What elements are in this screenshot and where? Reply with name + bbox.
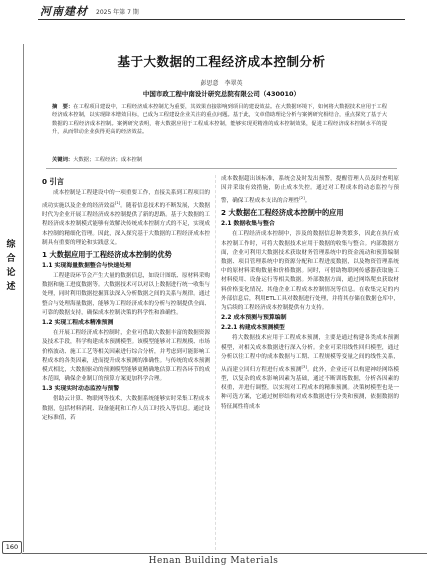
section-heading: 0 引言 bbox=[42, 177, 64, 186]
abstract-label: 摘 要： bbox=[52, 104, 74, 110]
side-char: 综 bbox=[6, 240, 16, 250]
paragraph: 在工程经济成本控制中，涉及的数据信息种类繁多，因此在执行成本控制工作时，可将大数据技术应用于数据的收集与整合。内部数据方面，企业可利用大数据技术获取财务管理系统中的资金流动和预算编制数据、项目管理系统中的资源分配和工程进度数据，以及物资管理系统中的原材料采购数量和价格数据。同时，可借助物联网传感器获取施工材料使用、设备运行等相关数据。外部数据方面，通过网络爬虫获取材料价格变化情况、其他企业工程成本控制情况等信息。在收集完足的内外部信息后，利用ETL工具对数据进行处理，并将其存储在数据仓库中，为后续的工程经济成本控制提供有力支持。 bbox=[221, 231, 399, 312]
side-char: 述 bbox=[6, 282, 16, 292]
keywords-label: 关键词： bbox=[52, 157, 74, 163]
article-title: 基于大数据的工程经济成本控制分析 bbox=[117, 54, 326, 69]
side-rule bbox=[23, 44, 24, 552]
subsubsection-heading: 2.2.1 构建成本预测模型 bbox=[221, 325, 285, 332]
paragraph: 在开展工程经济成本控制时，企业可借助大数据丰富的数据资源及技术手段，科学构建成本预测模型。该模型能够对工程规模、市场价格波动、施工工艺等相关因素进行综合分析，并考虑到可能影响工程成本的各类因素，进而提升成本预测的准确性。与传统的成本预测模式相比，大数据驱动的预测模型能够更精确地估算工程各环节的成本范围，确保企业制订的预算方案更加科学合理。 bbox=[42, 330, 210, 383]
section-heading: 1 大数据应用于工程经济成本控制的优势 bbox=[42, 250, 172, 260]
keywords-rule bbox=[46, 168, 397, 169]
footer-journal-name: Henan Building Materials bbox=[148, 556, 279, 566]
paragraph: 成本数据超出该标准，系统会及时发出预警，提醒管理人员及时查明原因并采取有效措施，防止成本失控。通过对工程成本的动态监控与预警，确保工程成本支出的合理性[2]。 bbox=[221, 176, 399, 205]
section-heading: 2 大数据在工程经济成本控制中的应用 bbox=[221, 208, 344, 218]
abstract bbox=[52, 103, 387, 136]
right-column bbox=[221, 175, 399, 412]
side-char: 论 bbox=[6, 268, 16, 278]
keywords-text: 大数据；工程经济；成本控制 bbox=[73, 157, 143, 163]
side-char: 合 bbox=[6, 254, 16, 264]
article-affiliation: 中国市政工程中南设计研究总院有限公司（430010） bbox=[142, 90, 301, 98]
issue-label: 2025 年第 7 期 bbox=[96, 8, 139, 16]
paragraph: 借助云计算、物联网等技术，大数据系统能够实时采集工程成本数据，包括材料消耗、设备能耗和工作人员工时投入等信息。通过设定标准值，若 bbox=[42, 396, 210, 421]
page-number: 160 bbox=[2, 541, 22, 554]
subsection-heading: 2.2 成本预测与预算编制 bbox=[221, 315, 287, 322]
left-column bbox=[42, 175, 210, 423]
journal-header bbox=[40, 4, 139, 18]
subsection-heading: 2.1 数据收集与整合 bbox=[221, 221, 275, 228]
column-divider bbox=[215, 175, 216, 550]
article-authors: 彭思意 李翠英 bbox=[200, 80, 243, 87]
paragraph: 成本控制是工程建设中的一项重要工作，直接关系到工程项目的成功实施以及企业的经济效益[1]。随着信息技术的不断发展，大数据时代为企业开展工程经济成本控制提供了新的思路。基于大数据的工程经济成本控制模式能够有效解决传统成本控制方式的不足，实现成本控制的精细化管理。因此，深入探究基于大数据的工程经济成本控制具有重要的理论和实践意义。 bbox=[42, 190, 210, 246]
section-side-label bbox=[5, 238, 17, 294]
paragraph: 工程建设环节会产生大量的数据信息，如设计图纸、原材料采购数据和施工进度数据等。大数据技术可以对以上数据进行统一收集与处理，同时利用数据挖掘算法深入分析数据之间的关系与规律。通过整合与处理海量数据，能够为工程经济成本的分析与控制提供全面、可靠的数据支持，确保成本控制决策的科学性和准确性。 bbox=[42, 273, 210, 316]
side-column bbox=[0, 52, 22, 562]
subsection-heading: 1.3 实现实时动态监控与预警 bbox=[42, 386, 120, 393]
subsection-heading: 1.2 实现工程成本精准预测 bbox=[42, 320, 114, 327]
header-rule bbox=[38, 19, 405, 20]
abstract-text: 在工程项目建设中，工程经济成本控制尤为重要，其效果直接影响到项目的建设效益。在大数据环境下，如何将大数据技术应用于工程经济成本控制，以实现降本增效目标，已成为工程建设企业关注的重点问题。基于此，文章借助理论分析与案例研究相结合，重点探究了基于大数据的工程经济成本控制。案例研究表明，将大数据应用于工程成本控制，能够实现更精准的成本控制效果，促进工程经济成本控制水平的提升，从而带动企业获得更高的经济效益。 bbox=[52, 104, 387, 135]
subsection-heading: 1.1 实现海量数据整合与快速处理 bbox=[42, 263, 132, 270]
footer-rule bbox=[22, 553, 427, 554]
journal-logo: 河南建材 bbox=[40, 5, 88, 18]
paragraph: 将大数据技术应用于工程成本预测，主要是通过构建各类成本预测模型，对相关成本数据进行深入分析。企业可采用线性回归模型，通过分析以往工程中的成本数据与工期、工程规模等变量之间的线性关系，从而建立回归方程进行成本预测[3]。此外，企业还可以构建神经网络模型，以复杂的成本影响因素为基础，通过不断训练数据，分析各因素的权重，并进行调整，以实现对工程成本的精准预测。决策树模型也是一种可选方案，它通过树形结构对成本数据进行分类和预测，依据数据的特征属性将成本 bbox=[221, 335, 399, 410]
keywords bbox=[52, 156, 387, 164]
